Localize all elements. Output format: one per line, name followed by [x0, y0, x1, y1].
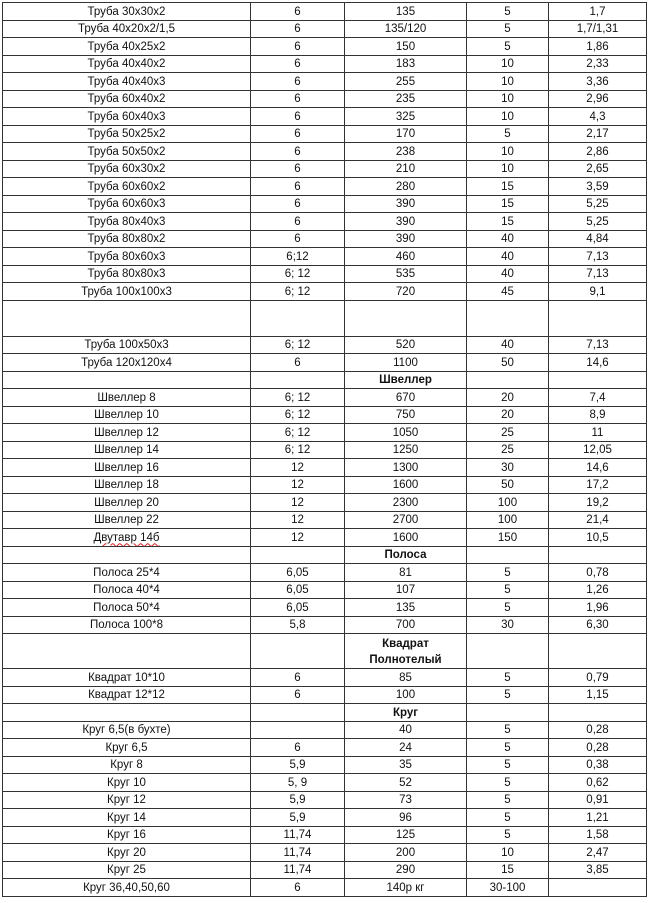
table-row — [3, 73, 647, 91]
price-cell: 238 — [345, 143, 467, 161]
price-cell: 720 — [345, 283, 467, 301]
empty-cell — [3, 300, 251, 336]
weight-cell: 1,58 — [549, 826, 647, 844]
empty-cell — [549, 546, 647, 564]
price-cell: 24 — [345, 739, 467, 757]
empty-cell — [251, 300, 345, 336]
quantity-cell: 10 — [467, 143, 549, 161]
table-row — [3, 686, 647, 704]
price-cell: 1600 — [345, 476, 467, 494]
table-row — [3, 459, 647, 477]
quantity-cell: 15 — [467, 195, 549, 213]
empty-cell — [3, 634, 251, 669]
table-row — [3, 213, 647, 231]
length-cell: 6; 12 — [251, 389, 345, 407]
product-name-cell: Швеллер 14 — [3, 441, 251, 459]
price-cell: 107 — [345, 581, 467, 599]
weight-cell: 6,30 — [549, 616, 647, 634]
empty-cell — [467, 371, 549, 389]
quantity-cell: 5 — [467, 581, 549, 599]
product-name-cell: Труба 60х40х3 — [3, 108, 251, 126]
weight-cell: 0,38 — [549, 756, 647, 774]
quantity-cell: 5 — [467, 3, 549, 21]
empty-cell — [467, 704, 549, 722]
table-row — [3, 230, 647, 248]
empty-cell — [549, 704, 647, 722]
price-cell: 140р кг — [345, 879, 467, 897]
length-cell: 12 — [251, 529, 345, 547]
weight-cell: 19,2 — [549, 494, 647, 512]
product-name-cell: Полоса 40*4 — [3, 581, 251, 599]
length-cell: 6 — [251, 739, 345, 757]
weight-cell: 1,96 — [549, 599, 647, 617]
weight-cell: 5,25 — [549, 213, 647, 231]
length-cell: 6; 12 — [251, 441, 345, 459]
weight-cell: 14,6 — [549, 354, 647, 372]
length-cell: 6 — [251, 354, 345, 372]
quantity-cell: 100 — [467, 494, 549, 512]
empty-cell — [3, 371, 251, 389]
price-cell: 520 — [345, 336, 467, 354]
table-row — [3, 3, 647, 21]
product-name-cell — [3, 529, 251, 547]
quantity-cell: 5 — [467, 20, 549, 38]
length-cell: 5,9 — [251, 756, 345, 774]
length-cell: 6 — [251, 90, 345, 108]
price-cell: 52 — [345, 774, 467, 792]
product-name-text: Двутавр 14б — [93, 531, 160, 544]
table-row — [3, 791, 647, 809]
price-cell: 2300 — [345, 494, 467, 512]
price-cell: 73 — [345, 791, 467, 809]
weight-cell: 1,86 — [549, 38, 647, 56]
price-cell: 390 — [345, 230, 467, 248]
weight-cell: 7,4 — [549, 389, 647, 407]
table-row — [3, 879, 647, 897]
price-cell: 1100 — [345, 354, 467, 372]
product-name-cell: Круг 25 — [3, 861, 251, 879]
table-row — [3, 178, 647, 196]
length-cell: 6,05 — [251, 564, 345, 582]
length-cell: 11,74 — [251, 861, 345, 879]
empty-cell — [251, 634, 345, 669]
price-cell: 280 — [345, 178, 467, 196]
product-name-cell: Труба 40х25х2 — [3, 38, 251, 56]
quantity-cell: 40 — [467, 336, 549, 354]
length-cell: 6 — [251, 195, 345, 213]
table-row — [3, 581, 647, 599]
product-name-cell: Труба 80х80х2 — [3, 230, 251, 248]
price-cell: 255 — [345, 73, 467, 91]
price-cell: 750 — [345, 406, 467, 424]
product-name-cell: Труба 120х120х4 — [3, 354, 251, 372]
length-cell: 12 — [251, 459, 345, 477]
length-cell: 6 — [251, 669, 345, 687]
table-row — [3, 844, 647, 862]
section-header-row — [3, 634, 647, 669]
section-header-row — [3, 546, 647, 564]
quantity-cell: 5 — [467, 564, 549, 582]
product-name-cell: Круг 20 — [3, 844, 251, 862]
table-row — [3, 599, 647, 617]
table-row — [3, 55, 647, 73]
table-row — [3, 108, 647, 126]
quantity-cell: 5 — [467, 599, 549, 617]
price-cell: 125 — [345, 826, 467, 844]
product-name-cell: Труба 80х60х3 — [3, 248, 251, 266]
table-row — [3, 826, 647, 844]
length-cell: 6; 12 — [251, 283, 345, 301]
quantity-cell: 5 — [467, 809, 549, 827]
weight-cell: 21,4 — [549, 511, 647, 529]
quantity-cell: 20 — [467, 406, 549, 424]
weight-cell: 7,13 — [549, 265, 647, 283]
section-title: Круг — [345, 704, 467, 722]
quantity-cell: 15 — [467, 178, 549, 196]
empty-cell — [3, 704, 251, 722]
table-row — [3, 354, 647, 372]
weight-cell: 2,47 — [549, 844, 647, 862]
weight-cell: 2,96 — [549, 90, 647, 108]
table-row — [3, 406, 647, 424]
weight-cell: 4,3 — [549, 108, 647, 126]
product-name-cell: Полоса 25*4 — [3, 564, 251, 582]
length-cell: 5,9 — [251, 791, 345, 809]
quantity-cell: 5 — [467, 721, 549, 739]
product-name-cell: Круг 6,5 — [3, 739, 251, 757]
weight-cell: 5,25 — [549, 195, 647, 213]
price-cell: 135 — [345, 599, 467, 617]
quantity-cell: 40 — [467, 265, 549, 283]
weight-cell: 2,65 — [549, 160, 647, 178]
table-row — [3, 424, 647, 442]
length-cell: 5, 9 — [251, 774, 345, 792]
table-row — [3, 809, 647, 827]
table-row — [3, 669, 647, 687]
price-cell: 150 — [345, 38, 467, 56]
price-cell: 183 — [345, 55, 467, 73]
length-cell — [251, 721, 345, 739]
table-row — [3, 739, 647, 757]
product-name-cell: Швеллер 10 — [3, 406, 251, 424]
section-header-row — [3, 371, 647, 389]
product-name-cell: Швеллер 22 — [3, 511, 251, 529]
product-name-cell: Квадрат 12*12 — [3, 686, 251, 704]
product-name-cell: Круг 16 — [3, 826, 251, 844]
weight-cell: 2,17 — [549, 125, 647, 143]
product-name-cell: Полоса 50*4 — [3, 599, 251, 617]
table-row — [3, 90, 647, 108]
product-name-cell: Труба 100х50х3 — [3, 336, 251, 354]
table-row — [3, 564, 647, 582]
table-row — [3, 248, 647, 266]
table-row — [3, 38, 647, 56]
empty-cell — [467, 300, 549, 336]
spacer-row — [3, 300, 647, 336]
table-row — [3, 143, 647, 161]
length-cell: 6 — [251, 879, 345, 897]
empty-cell — [467, 634, 549, 669]
section-title: Полоса — [345, 546, 467, 564]
table-row — [3, 861, 647, 879]
product-name-cell: Полоса 100*8 — [3, 616, 251, 634]
product-name-cell: Труба 60х60х3 — [3, 195, 251, 213]
table-row — [3, 336, 647, 354]
length-cell: 6,05 — [251, 581, 345, 599]
price-cell: 235 — [345, 90, 467, 108]
weight-cell: 0,91 — [549, 791, 647, 809]
price-cell: 2700 — [345, 511, 467, 529]
weight-cell: 12,05 — [549, 441, 647, 459]
length-cell: 6 — [251, 3, 345, 21]
table-row — [3, 20, 647, 38]
quantity-cell: 45 — [467, 283, 549, 301]
quantity-cell: 100 — [467, 511, 549, 529]
table-row — [3, 511, 647, 529]
length-cell: 6 — [251, 38, 345, 56]
price-cell: 390 — [345, 195, 467, 213]
quantity-cell: 5 — [467, 826, 549, 844]
table-row — [3, 125, 647, 143]
length-cell: 6;12 — [251, 248, 345, 266]
weight-cell: 17,2 — [549, 476, 647, 494]
weight-cell: 1,26 — [549, 581, 647, 599]
price-table-body — [3, 3, 647, 897]
empty-cell — [251, 371, 345, 389]
product-name-cell: Труба 80х80х3 — [3, 265, 251, 283]
product-name-cell: Труба 80х40х3 — [3, 213, 251, 231]
price-cell: 81 — [345, 564, 467, 582]
table-row — [3, 265, 647, 283]
empty-cell — [467, 546, 549, 564]
quantity-cell: 5 — [467, 756, 549, 774]
weight-cell — [549, 879, 647, 897]
weight-cell: 3,59 — [549, 178, 647, 196]
product-name-cell: Круг 8 — [3, 756, 251, 774]
quantity-cell: 30 — [467, 459, 549, 477]
quantity-cell: 5 — [467, 38, 549, 56]
length-cell: 6 — [251, 143, 345, 161]
price-cell: 325 — [345, 108, 467, 126]
price-cell: 135/120 — [345, 20, 467, 38]
length-cell: 12 — [251, 476, 345, 494]
quantity-cell: 15 — [467, 213, 549, 231]
product-name-cell: Круг 14 — [3, 809, 251, 827]
product-name-cell: Круг 12 — [3, 791, 251, 809]
quantity-cell: 10 — [467, 108, 549, 126]
price-cell: 390 — [345, 213, 467, 231]
product-name-cell: Труба 60х60х2 — [3, 178, 251, 196]
quantity-cell: 10 — [467, 90, 549, 108]
length-cell: 6; 12 — [251, 336, 345, 354]
product-name-cell: Швеллер 16 — [3, 459, 251, 477]
table-row — [3, 195, 647, 213]
price-cell: 460 — [345, 248, 467, 266]
product-name-cell: Труба 50х50х2 — [3, 143, 251, 161]
table-row — [3, 616, 647, 634]
price-table — [2, 2, 647, 897]
quantity-cell: 5 — [467, 669, 549, 687]
price-cell: 1600 — [345, 529, 467, 547]
product-name-cell: Труба 100х100х3 — [3, 283, 251, 301]
quantity-cell: 10 — [467, 73, 549, 91]
quantity-cell: 5 — [467, 125, 549, 143]
table-row — [3, 283, 647, 301]
quantity-cell: 40 — [467, 248, 549, 266]
quantity-cell: 10 — [467, 160, 549, 178]
length-cell: 6 — [251, 55, 345, 73]
product-name-cell: Труба 40х20х2/1,5 — [3, 20, 251, 38]
weight-cell: 8,9 — [549, 406, 647, 424]
price-cell: 170 — [345, 125, 467, 143]
price-cell: 535 — [345, 265, 467, 283]
weight-cell: 9,1 — [549, 283, 647, 301]
price-cell: 35 — [345, 756, 467, 774]
price-cell: 40 — [345, 721, 467, 739]
weight-cell: 10,5 — [549, 529, 647, 547]
product-name-cell: Круг 6,5(в бухте) — [3, 721, 251, 739]
table-row — [3, 774, 647, 792]
table-row — [3, 441, 647, 459]
weight-cell: 7,13 — [549, 336, 647, 354]
quantity-cell: 5 — [467, 739, 549, 757]
length-cell: 6; 12 — [251, 406, 345, 424]
quantity-cell: 5 — [467, 686, 549, 704]
weight-cell: 1,7 — [549, 3, 647, 21]
weight-cell: 3,85 — [549, 861, 647, 879]
quantity-cell: 50 — [467, 354, 549, 372]
empty-cell — [3, 546, 251, 564]
quantity-cell: 50 — [467, 476, 549, 494]
quantity-cell: 25 — [467, 424, 549, 442]
quantity-cell: 5 — [467, 791, 549, 809]
weight-cell: 7,13 — [549, 248, 647, 266]
weight-cell: 0,28 — [549, 739, 647, 757]
length-cell: 6 — [251, 213, 345, 231]
price-cell: 96 — [345, 809, 467, 827]
product-name-cell: Труба 40х40х2 — [3, 55, 251, 73]
quantity-cell: 10 — [467, 844, 549, 862]
quantity-cell: 20 — [467, 389, 549, 407]
weight-cell: 2,86 — [549, 143, 647, 161]
quantity-cell: 10 — [467, 55, 549, 73]
product-name-cell: Швеллер 12 — [3, 424, 251, 442]
length-cell: 6 — [251, 108, 345, 126]
weight-cell: 11 — [549, 424, 647, 442]
price-cell: 210 — [345, 160, 467, 178]
weight-cell: 0,78 — [549, 564, 647, 582]
empty-cell — [251, 704, 345, 722]
weight-cell: 0,28 — [549, 721, 647, 739]
price-cell: 1250 — [345, 441, 467, 459]
empty-cell — [549, 371, 647, 389]
table-row — [3, 529, 647, 547]
empty-cell — [251, 546, 345, 564]
quantity-cell: 30-100 — [467, 879, 549, 897]
weight-cell: 4,84 — [549, 230, 647, 248]
price-cell: 200 — [345, 844, 467, 862]
quantity-cell: 25 — [467, 441, 549, 459]
product-name-cell: Швеллер 8 — [3, 389, 251, 407]
section-title: Швеллер — [345, 371, 467, 389]
table-row — [3, 389, 647, 407]
length-cell: 6 — [251, 20, 345, 38]
length-cell: 11,74 — [251, 826, 345, 844]
length-cell: 6 — [251, 160, 345, 178]
length-cell: 5,8 — [251, 616, 345, 634]
table-row — [3, 494, 647, 512]
table-row — [3, 721, 647, 739]
length-cell: 12 — [251, 511, 345, 529]
length-cell: 6; 12 — [251, 265, 345, 283]
table-row — [3, 756, 647, 774]
product-name-cell: Труба 40х40х3 — [3, 73, 251, 91]
quantity-cell: 40 — [467, 230, 549, 248]
length-cell: 5,9 — [251, 809, 345, 827]
product-name-cell: Круг 36,40,50,60 — [3, 879, 251, 897]
length-cell: 6 — [251, 686, 345, 704]
price-cell: 1050 — [345, 424, 467, 442]
length-cell: 6; 12 — [251, 424, 345, 442]
quantity-cell: 30 — [467, 616, 549, 634]
product-name-cell: Труба 60х30х2 — [3, 160, 251, 178]
product-name-cell: Швеллер 20 — [3, 494, 251, 512]
length-cell: 6 — [251, 125, 345, 143]
length-cell: 6,05 — [251, 599, 345, 617]
empty-cell — [549, 634, 647, 669]
weight-cell: 1,15 — [549, 686, 647, 704]
product-name-cell: Квадрат 10*10 — [3, 669, 251, 687]
length-cell: 6 — [251, 178, 345, 196]
price-cell: 85 — [345, 669, 467, 687]
product-name-cell: Труба 50х25х2 — [3, 125, 251, 143]
product-name-cell: Труба 30х30х2 — [3, 3, 251, 21]
section-title: Квадрат Полнотелый — [345, 634, 467, 669]
product-name-cell: Круг 10 — [3, 774, 251, 792]
length-cell: 6 — [251, 73, 345, 91]
length-cell: 12 — [251, 494, 345, 512]
price-cell: 100 — [345, 686, 467, 704]
price-cell: 135 — [345, 3, 467, 21]
quantity-cell: 150 — [467, 529, 549, 547]
section-header-row — [3, 704, 647, 722]
table-row — [3, 476, 647, 494]
quantity-cell: 5 — [467, 774, 549, 792]
weight-cell: 3,36 — [549, 73, 647, 91]
quantity-cell: 15 — [467, 861, 549, 879]
product-name-cell: Швеллер 18 — [3, 476, 251, 494]
weight-cell: 1,21 — [549, 809, 647, 827]
price-cell: 670 — [345, 389, 467, 407]
table-row — [3, 160, 647, 178]
weight-cell: 0,79 — [549, 669, 647, 687]
price-cell: 700 — [345, 616, 467, 634]
weight-cell: 1,7/1,31 — [549, 20, 647, 38]
empty-cell — [345, 300, 467, 336]
price-cell: 1300 — [345, 459, 467, 477]
empty-cell — [549, 300, 647, 336]
weight-cell: 14,6 — [549, 459, 647, 477]
price-cell: 290 — [345, 861, 467, 879]
length-cell: 6 — [251, 230, 345, 248]
length-cell: 11,74 — [251, 844, 345, 862]
weight-cell: 0,62 — [549, 774, 647, 792]
weight-cell: 2,33 — [549, 55, 647, 73]
product-name-cell: Труба 60х40х2 — [3, 90, 251, 108]
